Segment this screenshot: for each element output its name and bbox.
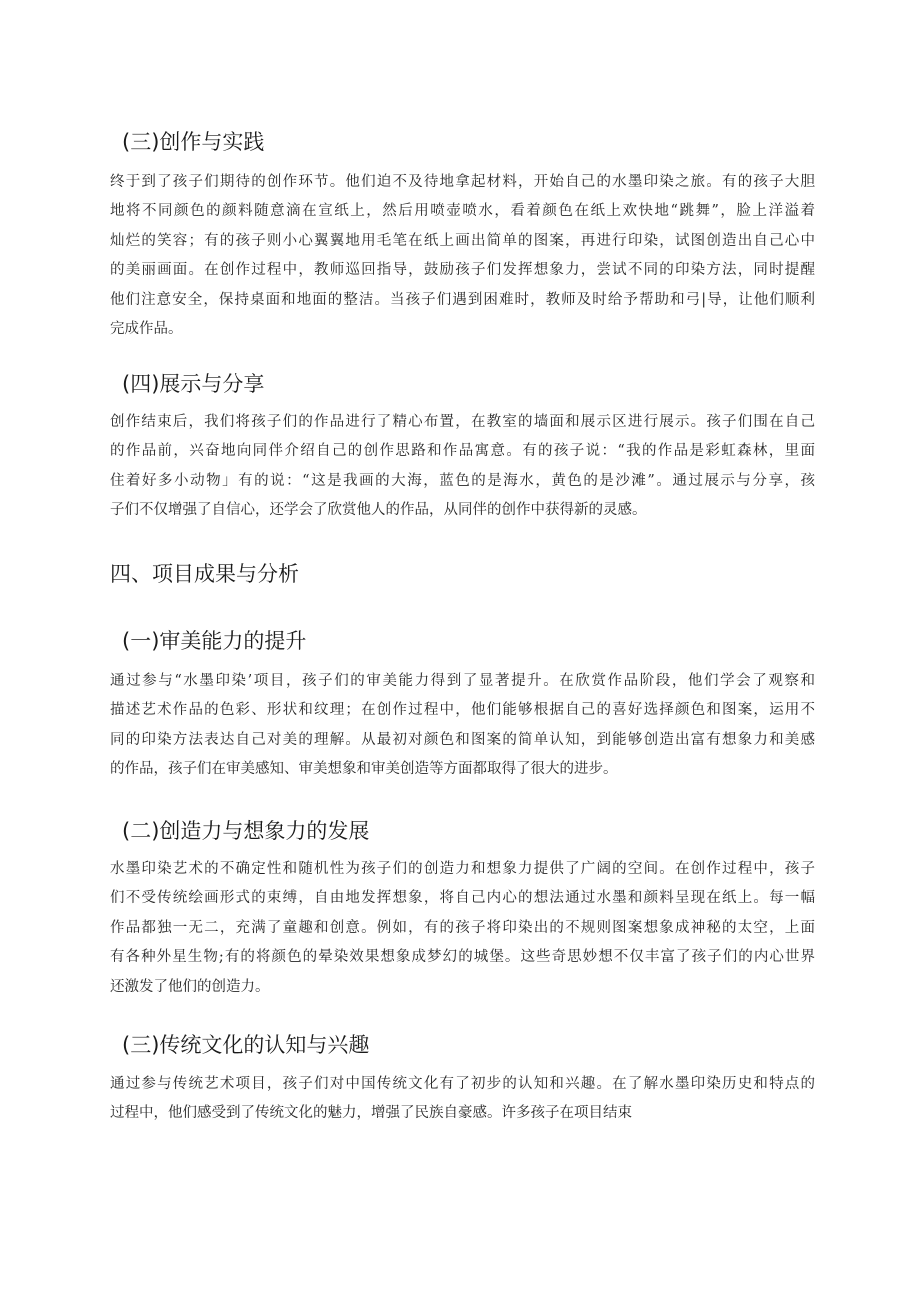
paragraph-line: 的作品前，兴奋地向同伴介绍自己的创作思路和作品寓意。有的孩子说：“我的作品是彩虹森林，里面	[110, 443, 815, 460]
section-heading-creativity-imagination: (二)创造力与想象力的发展	[122, 819, 370, 843]
paragraph-line: 地将不同颜色的颜料随意滴在宣纸上，然后用喷壶喷水，看着颜色在纸上欢快地“跳舞”，脸上洋溢着	[110, 203, 815, 220]
paragraph-aesthetic-ability	[110, 667, 815, 785]
paragraph-line: 作品都独一无二，充满了童趣和创意。例如，有的孩子将印染出的不规则图案想象成神秘的太空，上面	[110, 919, 815, 936]
paragraph-display-sharing	[110, 408, 815, 526]
chapter-heading-project-results: 四、项目成果与分析	[110, 562, 299, 586]
paragraph-line: 同的印染方法表达自己对美的理解。从最初对颜色和图案的简单认知，到能够创造出富有想象力和美感	[110, 731, 815, 748]
paragraph-line: 终于到了孩子们期待的创作环节。他们迫不及待地拿起材料，开始自己的水墨印染之旅。有的孩子大胆	[110, 174, 815, 190]
paragraph-line: 有各种外星生物;有的将颜色的晕染效果想象成梦幻的城堡。这些奇思妙想不仅丰富了孩子们的内心世界	[110, 949, 815, 966]
paragraph-line: 通过参与传统艺术项目，孩子们对中国传统文化有了初步的认知和兴趣。在了解水墨印染历史和特点的	[110, 1076, 815, 1092]
paragraph-line: 通过参与“水墨印染’项目，孩子们的审美能力得到了显著提升。在欣赏作品阶段，他们学会了观察和	[110, 673, 815, 689]
paragraph-line: 水墨印染艺术的不确定性和随机性为孩子们的创造力和想象力提供了广阔的空间。在创作过程中，孩子	[110, 861, 815, 877]
section-heading-traditional-culture: (三)传统文化的认知与兴趣	[122, 1033, 370, 1057]
paragraph-creation-practice	[110, 168, 815, 344]
paragraph-line: 灿烂的笑容；有的孩子则小心翼翼地用毛笔在纸上画出简单的图案，再进行印染，试图创造出自己心中	[110, 232, 815, 249]
paragraph-creativity-imagination	[110, 855, 815, 1002]
paragraph-line: 的美丽画面。在创作过程中，教师巡回指导，鼓励孩子们发挥想象力，尝试不同的印染方法，同时提醒	[110, 262, 815, 279]
paragraph-line: 过程中，他们感受到了传统文化的魅力，增强了民族自豪感。许多孩子在项目结束	[110, 1105, 632, 1122]
paragraph-line: 描述艺术作品的色彩、形状和纹理；在创作过程中，他们能够根据自己的喜好选择颜色和图案，运用不	[110, 702, 815, 719]
paragraph-line: 完成作品。	[110, 320, 183, 337]
section-heading-aesthetic-ability: (一)审美能力的提升	[122, 629, 307, 653]
paragraph-line: 他们注意安全，保持桌面和地面的整洁。当孩子们遇到困难时，教师及时给予帮助和弓|导，让他们顺利	[110, 291, 815, 308]
paragraph-line: 们不受传统绘画形式的束缚，自由地发挥想象，将自己内心的想法通过水墨和颜料呈现在纸上。每一幅	[110, 890, 815, 907]
paragraph-line: 住着好多小动物」有的说：“这是我画的大海，蓝色的是海水，黄色的是沙滩”。通过展示与分享，孩	[110, 472, 815, 489]
paragraph-line: 还激发了他们的创造力。	[110, 978, 270, 995]
paragraph-line: 创作结束后，我们将孩子们的作品进行了精心布置，在教室的墙面和展示区进行展示。孩子们围在自己	[110, 414, 815, 430]
paragraph-line: 的作品，孩子们在审美感知、审美想象和审美创造等方面都取得了很大的进步。	[110, 761, 618, 778]
paragraph-traditional-culture	[110, 1070, 815, 1129]
section-heading-display-sharing: (四)展示与分享	[122, 372, 265, 396]
paragraph-line: 子们不仅增强了自信心，还学会了欣赏他人的作品，从同伴的创作中获得新的灵感。	[110, 502, 647, 519]
section-heading-creation-practice: (三)创作与实践	[122, 130, 265, 154]
